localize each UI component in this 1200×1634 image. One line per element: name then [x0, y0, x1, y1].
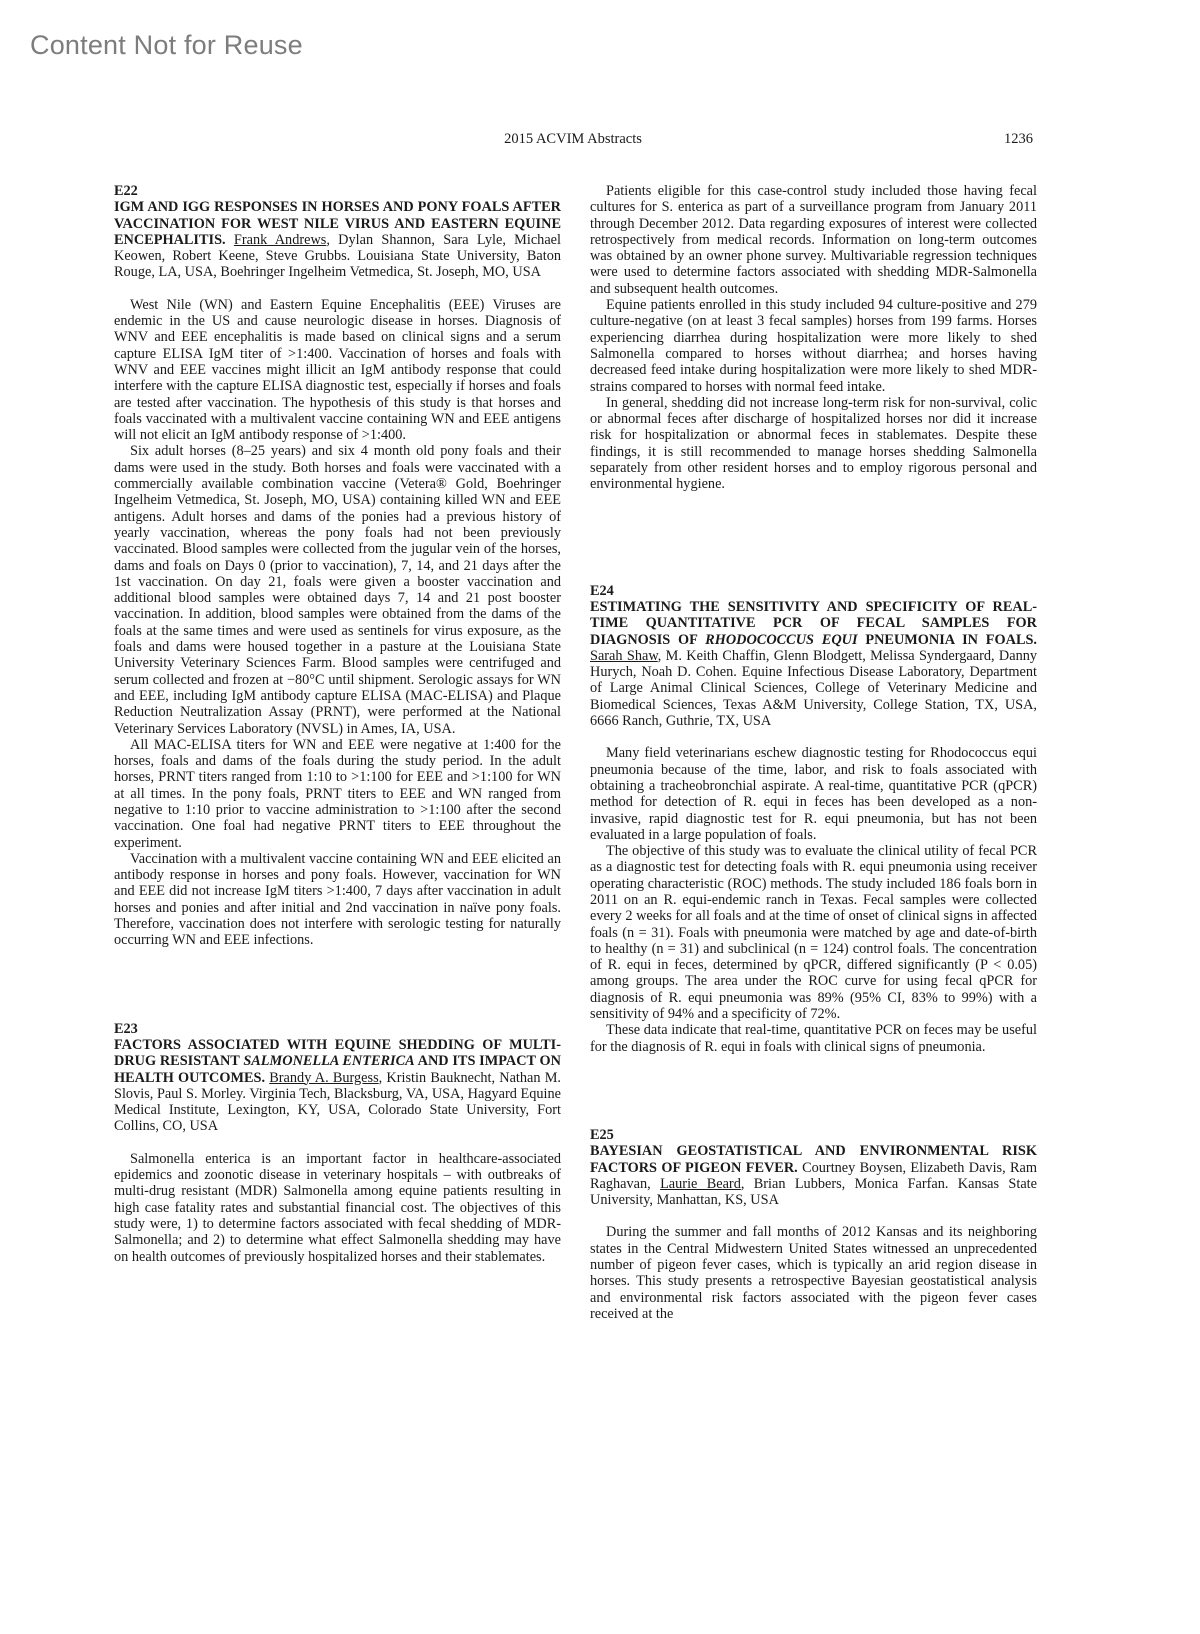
paragraph: Vaccination with a multivalent vaccine containing WN and EEE elicited an antibody response in horses and pony foals. However, vaccination for WN and EEE did not increase IgM titers >1:400, 7 days after vaccination in adult horses and ponies and after initial and 2nd vaccination in naïve pony foals. Therefore, vaccination does not interfere with serologic testing for naturally occurring WN and EEE infections. [114, 850, 561, 949]
title-organism: SALMONELLA ENTERICA [243, 1053, 415, 1070]
abstract-e25 [590, 1127, 1037, 1322]
presenting-author: Frank Andrews [233, 231, 327, 248]
page-number: 1236 [1004, 131, 1033, 147]
title-part: AND ITS IMPACT ON HEALTH OUTCOMES. [114, 1053, 561, 1086]
paragraph: West Nile (WN) and Eastern Equine Encephalitis (EEE) Viruses are endemic in the US and cause neurologic disease in horses. Diagnosis of WNV and EEE encephalitis is made based on clinical signs and a serum capture ELISA IgM titer of >1:400. Vaccination of horses and foals with WNV and EEE vaccines might illicit an IgM antibody response that could interfere with the capture ELISA diagnostic test, especially if horses and foals are tested after vaccination. The hypothesis of this study is that horses and foals vaccinated with a multivalent vaccine containing WN and EEE antigens will not elicit an IgM antibody response of >1:400. [114, 296, 561, 444]
affiliations: Louisiana State University, Baton Rouge, LA, USA, Boehringer Ingelheim Vetmedica, St. Joseph, MO, USA [114, 248, 562, 281]
running-head [113, 131, 1033, 151]
title-part: PNEUMONIA IN FOALS. [865, 631, 1038, 648]
abstract-heading [590, 1143, 1037, 1208]
abstract-e23 [114, 1021, 561, 1265]
author-list: , Kristin Bauknecht, Nathan M. Slovis, Paul S. Morley. [114, 1069, 562, 1102]
left-column [114, 183, 561, 1265]
paragraph: Equine patients enrolled in this study included 94 culture-positive and 279 culture-negative (on at least 3 fecal samples) horses from 199 farms. Horses experiencing diarrhea during hospitalization were more likely to shed Salmonella compared to horses without diarrhea; and horses having decreased feed intake during hospitalization were more likely to shed MDR-strains compared to horses with normal feed intake. [590, 297, 1037, 395]
journal-title: 2015 ACVIM Abstracts [504, 131, 642, 147]
abstract-heading [114, 199, 561, 280]
presenting-author: Sarah Shaw [590, 647, 658, 664]
abstract-heading [114, 1037, 561, 1135]
title-organism: RHODOCOCCUS EQUI [705, 631, 858, 648]
author-list: , Dylan Shannon, Sara Lyle, Michael Keowen, Robert Keene, Steve Grubbs. [114, 231, 561, 265]
right-column [590, 183, 1037, 1322]
title-part: FACTORS ASSOCIATED WITH EQUINE SHEDDING OF MULTI-DRUG RESISTANT [114, 1036, 561, 1070]
presenting-author: Brandy A. Burgess [269, 1069, 379, 1086]
title-part: ESTIMATING THE SENSITIVITY AND SPECIFICITY OF REAL-TIME QUANTITATIVE PCR OF FECAL SAMPLES FOR DIAGNOSIS OF [590, 598, 1037, 648]
abstract-title [590, 599, 1037, 648]
paragraph: Many field veterinarians eschew diagnostic testing for Rhodococcus equi pneumonia because of the time, labor, and risk to foals associated with obtaining a tracheobronchial aspirate. A real-time, quantitative PCR (qPCR) method for detection of R. equi in feces has been developed as a non-invasive, rapid diagnostic test for R. equi pneumonia, but has not been evaluated in a large population of foals. [590, 745, 1037, 843]
abstract-heading [590, 599, 1037, 729]
watermark: Content Not for Reuse [30, 30, 303, 60]
abstract-title: BAYESIAN GEOSTATISTICAL AND ENVIRONMENTAL RISK FACTORS OF PIGEON FEVER. [590, 1143, 1037, 1176]
abstract-id: E23 [114, 1020, 138, 1037]
abstract-id: E25 [590, 1126, 614, 1143]
affiliations: Kansas State University, Manhattan, KS, USA [590, 1175, 1037, 1209]
paragraph: All MAC-ELISA titers for WN and EEE were negative at 1:400 for the horses, foals and dams of the foals during the study period. In the adult horses, PRNT titers ranged from 1:10 to >1:100 for EEE and >1:100 for WN at all times. In the pony foals, PRNT titers to EEE and WN ranged from negative to 1:10 prior to vaccine administration to >1:100 after the second vaccination. One foal had negative PRNT titers to EEE throughout the experiment. [114, 736, 561, 851]
author-list: , M. Keith Chaffin, Glenn Blodgett, Melissa Syndergaard, Danny Hurych, Noah D. Cohen. [590, 647, 1038, 681]
abstract-id: E24 [590, 582, 614, 599]
paragraph: In general, shedding did not increase long-term risk for non-survival, colic or abnormal feces after discharge of hospitalized horses nor did it increase risk for hospitalization or abnormal feces in stablemates. Despite these findings, it is still recommended to manage horses shedding Salmonella separately from other resident horses and to employ rigorous personal and environmental hygiene. [590, 394, 1037, 493]
paragraph: Patients eligible for this case-control study included those having fecal cultures for S. enterica as part of a surveillance program from January 2011 through December 2012. Data regarding exposures of interest were collected retrospectively from medical records. Information on long-term outcomes was obtained by an owner phone survey. Multivariable regression techniques were used to determine factors associated with shedding MDR-Salmonella and subsequent health outcomes. [590, 183, 1037, 297]
paragraph: During the summer and fall months of 2012 Kansas and its neighboring states in the Central Midwestern United States witnessed an unprecedented number of pigeon fever cases, which is typically an arid region disease in horses. This study presents a retrospective Bayesian geostatistical analysis and environmental risk factors associated with the pigeon fever cases received at the [590, 1224, 1037, 1322]
affiliations: Equine Infectious Disease Laboratory, Department of Large Animal Clinical Sciences, College of Veterinary Medicine and Biomedical Sciences, Texas A&M University, College Station, TX, USA, 6666 Ranch, Guthrie, TX, USA [590, 664, 1037, 730]
affiliations: Virginia Tech, Blacksburg, VA, USA, Hagyard Equine Medical Institute, Lexington, KY, USA, Colorado State University, Fort Collins, CO, USA [114, 1085, 561, 1135]
paragraph: Salmonella enterica is an important factor in healthcare-associated epidemics and zoonotic disease in veterinary hospitals – with outbreaks of multi-drug resistant (MDR) Salmonella among equine patients resulting in high case fatality rates and substantial financial cost. The objectives of this study were, 1) to determine factors associated with fecal shedding of MDR-Salmonella; and 2) to determine what effect Salmonella shedding may have on health outcomes of previously hospitalized horses and their stablemates. [114, 1150, 561, 1265]
abstract-e22 [114, 183, 561, 949]
abstract-e23-continued [590, 183, 1037, 493]
paragraph: The objective of this study was to evaluate the clinical utility of fecal PCR as a diagnostic test for detecting foals with R. equi pneumonia using receiver operating characteristic (ROC) methods. The study included 186 foals born in 2011 on an R. equi-endemic ranch in Texas. Fecal samples were collected every 2 weeks for all foals and at the time of onset of clinical signs in affected foals (n = 31). Foals with pneumonia were matched by age and date-of-birth to healthy (n = 31) and subclinical (n = 124) control foals. The concentration of R. equi in feces, determined by qPCR, differed significantly (P < 0.05) among groups. The area under the ROC curve for using fecal qPCR for diagnosis of R. equi pneumonia was 89% (95% CI, 83% to 99%) with a sensitivity of 94% and a specificity of 72%. [590, 843, 1037, 1023]
abstract-e24 [590, 583, 1037, 1055]
author-list: Courtney Boysen, Elizabeth Davis, Ram Raghavan, [590, 1159, 1038, 1192]
abstract-id: E22 [114, 183, 138, 199]
presenting-author: Laurie Beard [660, 1175, 741, 1192]
paragraph: These data indicate that real-time, quantitative PCR on feces may be useful for the diagnosis of R. equi in foals with clinical signs of pneumonia. [590, 1022, 1037, 1055]
abstract-title: IGM AND IGG RESPONSES IN HORSES AND PONY FOALS AFTER VACCINATION FOR WEST NILE VIRUS AND EASTERN EQUINE ENCEPHALITIS. [114, 199, 561, 248]
author-list: , Brian Lubbers, Monica Farfan. [740, 1175, 949, 1192]
paragraph: Six adult horses (8–25 years) and six 4 month old pony foals and their dams were used in the study. Both horses and foals were vaccinated with a commercially available combination vaccine (Vetera® Gold, Boehringer Ingelheim Vetmedica, St. Joseph, MO, USA) containing killed WN and EEE antigens. Adult horses and dams of the ponies had a previous history of yearly vaccination, whereas the pony foals had not been previously vaccinated. Blood samples were collected from the jugular vein of the horses, dams and foals on Days 0 (prior to vaccination), 7, 14, and 21 days after the 1st vaccination. On day 21, foals were given a booster vaccination and additional blood samples were obtained days 7, 14 and 21 post booster vaccination. In addition, blood samples were obtained from the dams of the foals at the same times and were used as sentinels for virus exposure, as the foals and dams were housed together in a pasture at the Louisiana State University Veterinary Sciences Farm. Blood samples were centrifuged and serum collected and frozen at −80°C until shipment. Serologic assays for WN and EEE, including IgM antibody capture ELISA (MAC-ELISA) and Plaque Reduction Neutralization Assay (PRNT), were performed at the National Veterinary Services Laboratory (NVSL) in Ames, IA, USA. [114, 443, 561, 737]
